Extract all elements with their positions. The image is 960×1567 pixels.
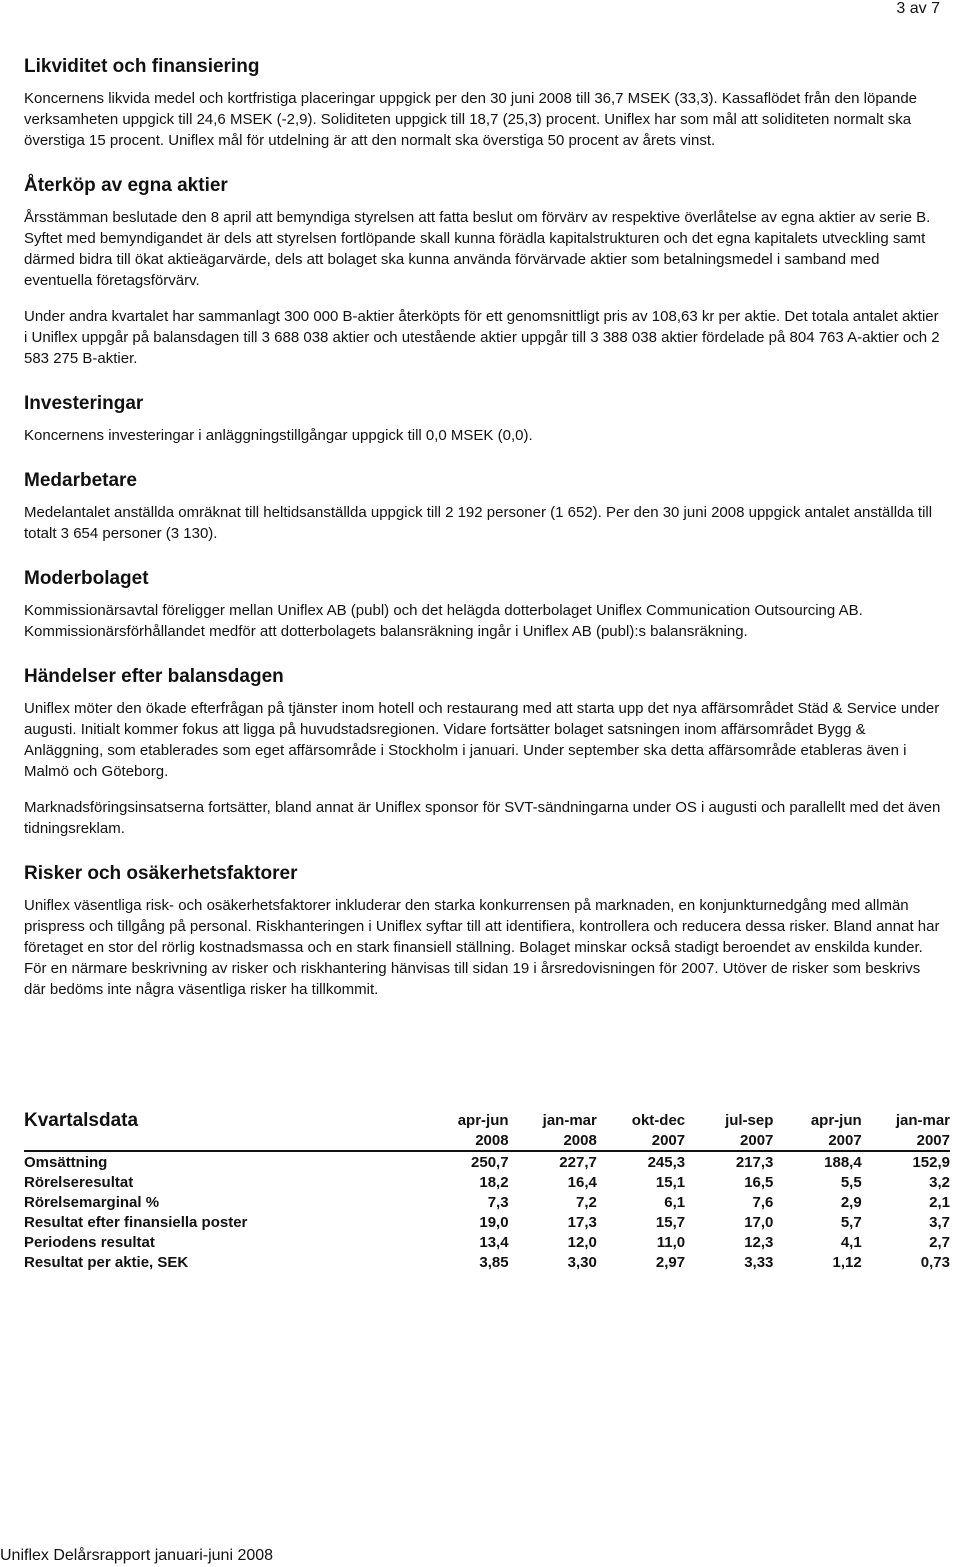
table-cell: 11,0: [656, 1233, 686, 1251]
section-investeringar: [24, 391, 944, 446]
section-aterkop: [24, 173, 944, 369]
table-cell: 245,3: [647, 1153, 686, 1171]
column-year: 2007: [828, 1131, 862, 1149]
table-cell: 3,30: [567, 1253, 597, 1271]
row-label: Resultat efter finansiella poster: [24, 1213, 248, 1231]
paragraph: Marknadsföringsinsatserna fortsätter, bland annat är Uniflex sponsor för SVT-sändningarna under OS i augusti och parallellt med det även tidningsreklam.: [24, 799, 941, 837]
table-cell: 5,5: [840, 1173, 862, 1191]
paragraph: Uniflex möter den ökade efterfrågan på tjänster inom hotell och restaurang med att starta upp det nya affärsområdet Städ & Service under augusti. Initialt kommer fokus att ligga på huvudstadsregionen. Vidare fortsätter bolaget satsningen inom affärsområdet Bygg & Anläggning, som etablerades som eget affärsområde i Stockholm i januari. Under september ska detta affärsområde etableras även i Malmö och Göteborg.: [24, 700, 940, 780]
table-cell: 227,7: [559, 1153, 597, 1171]
table-cell: 15,7: [655, 1213, 686, 1231]
kvartalsdata-table: [24, 1110, 950, 1272]
table-row: [24, 1212, 950, 1232]
table-cell: 6,1: [664, 1193, 686, 1211]
table-cell: 3,7: [929, 1213, 950, 1231]
column-period: apr-jun: [810, 1111, 862, 1129]
section-title: Investeringar: [24, 393, 144, 414]
table-cell: 17,3: [567, 1213, 597, 1231]
table-cell: 7,6: [752, 1193, 774, 1211]
paragraph: Koncernens investeringar i anläggningstillgångar uppgick till 0,0 MSEK (0,0).: [24, 427, 533, 444]
section-handelser: [24, 664, 944, 839]
header-row-period: [24, 1110, 950, 1130]
table-row: [24, 1252, 950, 1272]
column-period: jan-mar: [895, 1111, 950, 1129]
section-title: Risker och osäkerhetsfaktorer: [24, 863, 298, 884]
table-cell: 250,7: [471, 1153, 509, 1171]
table-cell: 18,2: [479, 1173, 509, 1191]
table-cell: 16,5: [744, 1173, 774, 1191]
table-cell: 217,3: [735, 1153, 774, 1171]
table-cell: 2,97: [655, 1253, 686, 1271]
table-cell: 2,1: [929, 1193, 950, 1211]
row-label: Resultat per aktie, SEK: [24, 1253, 189, 1271]
document-body: [24, 54, 944, 1022]
row-label: Omsättning: [24, 1153, 108, 1171]
section-medarbetare: [24, 468, 944, 544]
section-title: Moderbolaget: [24, 568, 149, 589]
table-cell: 3,85: [479, 1253, 509, 1271]
section-title: Medarbetare: [24, 470, 137, 491]
column-year: 2008: [563, 1131, 597, 1149]
table-cell: 3,2: [929, 1173, 950, 1191]
paragraph: Uniflex väsentliga risk- och osäkerhetsfaktorer inkluderar den starka konkurrensen på marknaden, en konjunkturnedgång med allmän prispress och tillgång på personal. Riskhanteringen i Uniflex syftar till att identifiera, kontrollera och reducera dessa risker. Bland annat har företaget en stor del rörlig kostnadsmassa och en stark finansiell ställning. Bolaget minskar också stadigt beroendet av enskilda kunder. För en närmare beskrivning av risker och riskhantering hänvisas till sidan 19 i årsredovisningen för 2007. Utöver de risker som beskrivs där bedöms inte några väsentliga risker ha tillkommit.: [24, 897, 940, 998]
table-cell: 4,1: [840, 1233, 862, 1251]
row-label: Rörelseresultat: [24, 1173, 134, 1191]
table-cell: 7,2: [575, 1193, 597, 1211]
column-year: 2008: [475, 1131, 509, 1149]
table-cell: 19,0: [479, 1213, 509, 1231]
table-cell: 5,7: [840, 1213, 862, 1231]
section-title: Likviditet och finansiering: [24, 56, 260, 77]
table-row: [24, 1232, 950, 1252]
table-cell: 15,1: [655, 1173, 686, 1191]
table-row: [24, 1172, 950, 1192]
table-cell: 152,9: [912, 1153, 950, 1171]
paragraph: Medelantalet anställda omräknat till heltidsanställda uppgick till 2 192 personer (1 652). Per den 30 juni 2008 uppgick antalet anställda till totalt 3 654 personer (3 130).: [24, 504, 933, 542]
table-cell: 17,0: [744, 1213, 774, 1231]
column-year: 2007: [651, 1131, 686, 1149]
table-cell: 16,4: [567, 1173, 597, 1191]
table-title: Kvartalsdata: [24, 1110, 139, 1131]
column-period: okt-dec: [631, 1111, 686, 1129]
table-cell: 12,0: [567, 1233, 597, 1251]
table-cell: 13,4: [479, 1233, 509, 1251]
column-period: apr-jun: [457, 1111, 509, 1129]
paragraph: Under andra kvartalet har sammanlagt 300 000 B-aktier återköpts för ett genomsnittligt pris av 108,63 kr per aktie. Det totala antalet aktier i Uniflex uppgår på balansdagen till 3 688 038 aktier och utestående aktier uppgår till 3 388 038 aktier fördelade på 804 763 A-aktier och 2 583 275 B-aktier.: [24, 308, 940, 367]
paragraph: Kommissionärsavtal föreligger mellan Uniflex AB (publ) och det helägda dotterbolaget Uniflex Communication Outsourcing AB. Kommissionärsförhållandet medför att dotterbolagets balansräkning ingår i Uniflex AB (publ):s balansräkning.: [24, 602, 863, 640]
page-number: 3 av 7: [896, 0, 940, 17]
column-year: 2007: [916, 1131, 950, 1149]
section-title: Återköp av egna aktier: [24, 175, 228, 196]
table-cell: 188,4: [824, 1153, 862, 1171]
paragraph: Koncernens likvida medel och kortfristiga placeringar uppgick per den 30 juni 2008 till 36,7 MSEK (33,3). Kassaflödet från den löpande verksamheten uppgick till 24,6 MSEK (-2,9). Soliditeten uppgick till 18,7 (25,3) procent. Uniflex har som mål att soliditeten normalt ska överstiga 15 procent. Uniflex mål för utdelning är att den normalt ska överstiga 50 procent av årets vinst.: [24, 90, 918, 149]
row-label: Rörelsemarginal %: [24, 1193, 160, 1211]
table-cell: 1,12: [832, 1253, 862, 1271]
row-label: Periodens resultat: [24, 1233, 155, 1251]
paragraph: Årsstämman beslutade den 8 april att bemyndiga styrelsen att fatta beslut om förvärv av respektive överlåtelse av egna aktier av serie B. Syftet med bemyndigandet är dels att styrelsen fortlöpande skall kunna förädla kapitalstrukturen och det egna kapitalets utveckling samt därmed bidra till ökat aktieägarvärde, dels att bolaget ska kunna använda förvärvade aktier som betalningsmedel i samband med eventuella företagsförvärv.: [24, 209, 931, 289]
section-moderbolaget: [24, 566, 944, 642]
footer-text: Uniflex Delårsrapport januari-juni 2008: [0, 1547, 274, 1564]
column-period: jan-mar: [542, 1111, 597, 1129]
table-cell: 2,7: [929, 1233, 950, 1251]
column-period: jul-sep: [725, 1111, 774, 1129]
kvartalsdata-table-wrapper: [24, 1110, 950, 1272]
table-cell: 3,33: [744, 1253, 774, 1271]
column-year: 2007: [740, 1131, 774, 1149]
table-cell: 0,73: [920, 1253, 950, 1271]
section-title: Händelser efter balansdagen: [24, 666, 284, 687]
table-cell: 2,9: [840, 1193, 862, 1211]
table-cell: 12,3: [744, 1233, 774, 1251]
table-row: [24, 1152, 950, 1172]
section-likviditet: [24, 54, 944, 151]
table-cell: 7,3: [487, 1193, 509, 1211]
section-risker: [24, 861, 944, 1000]
table-row: [24, 1192, 950, 1212]
